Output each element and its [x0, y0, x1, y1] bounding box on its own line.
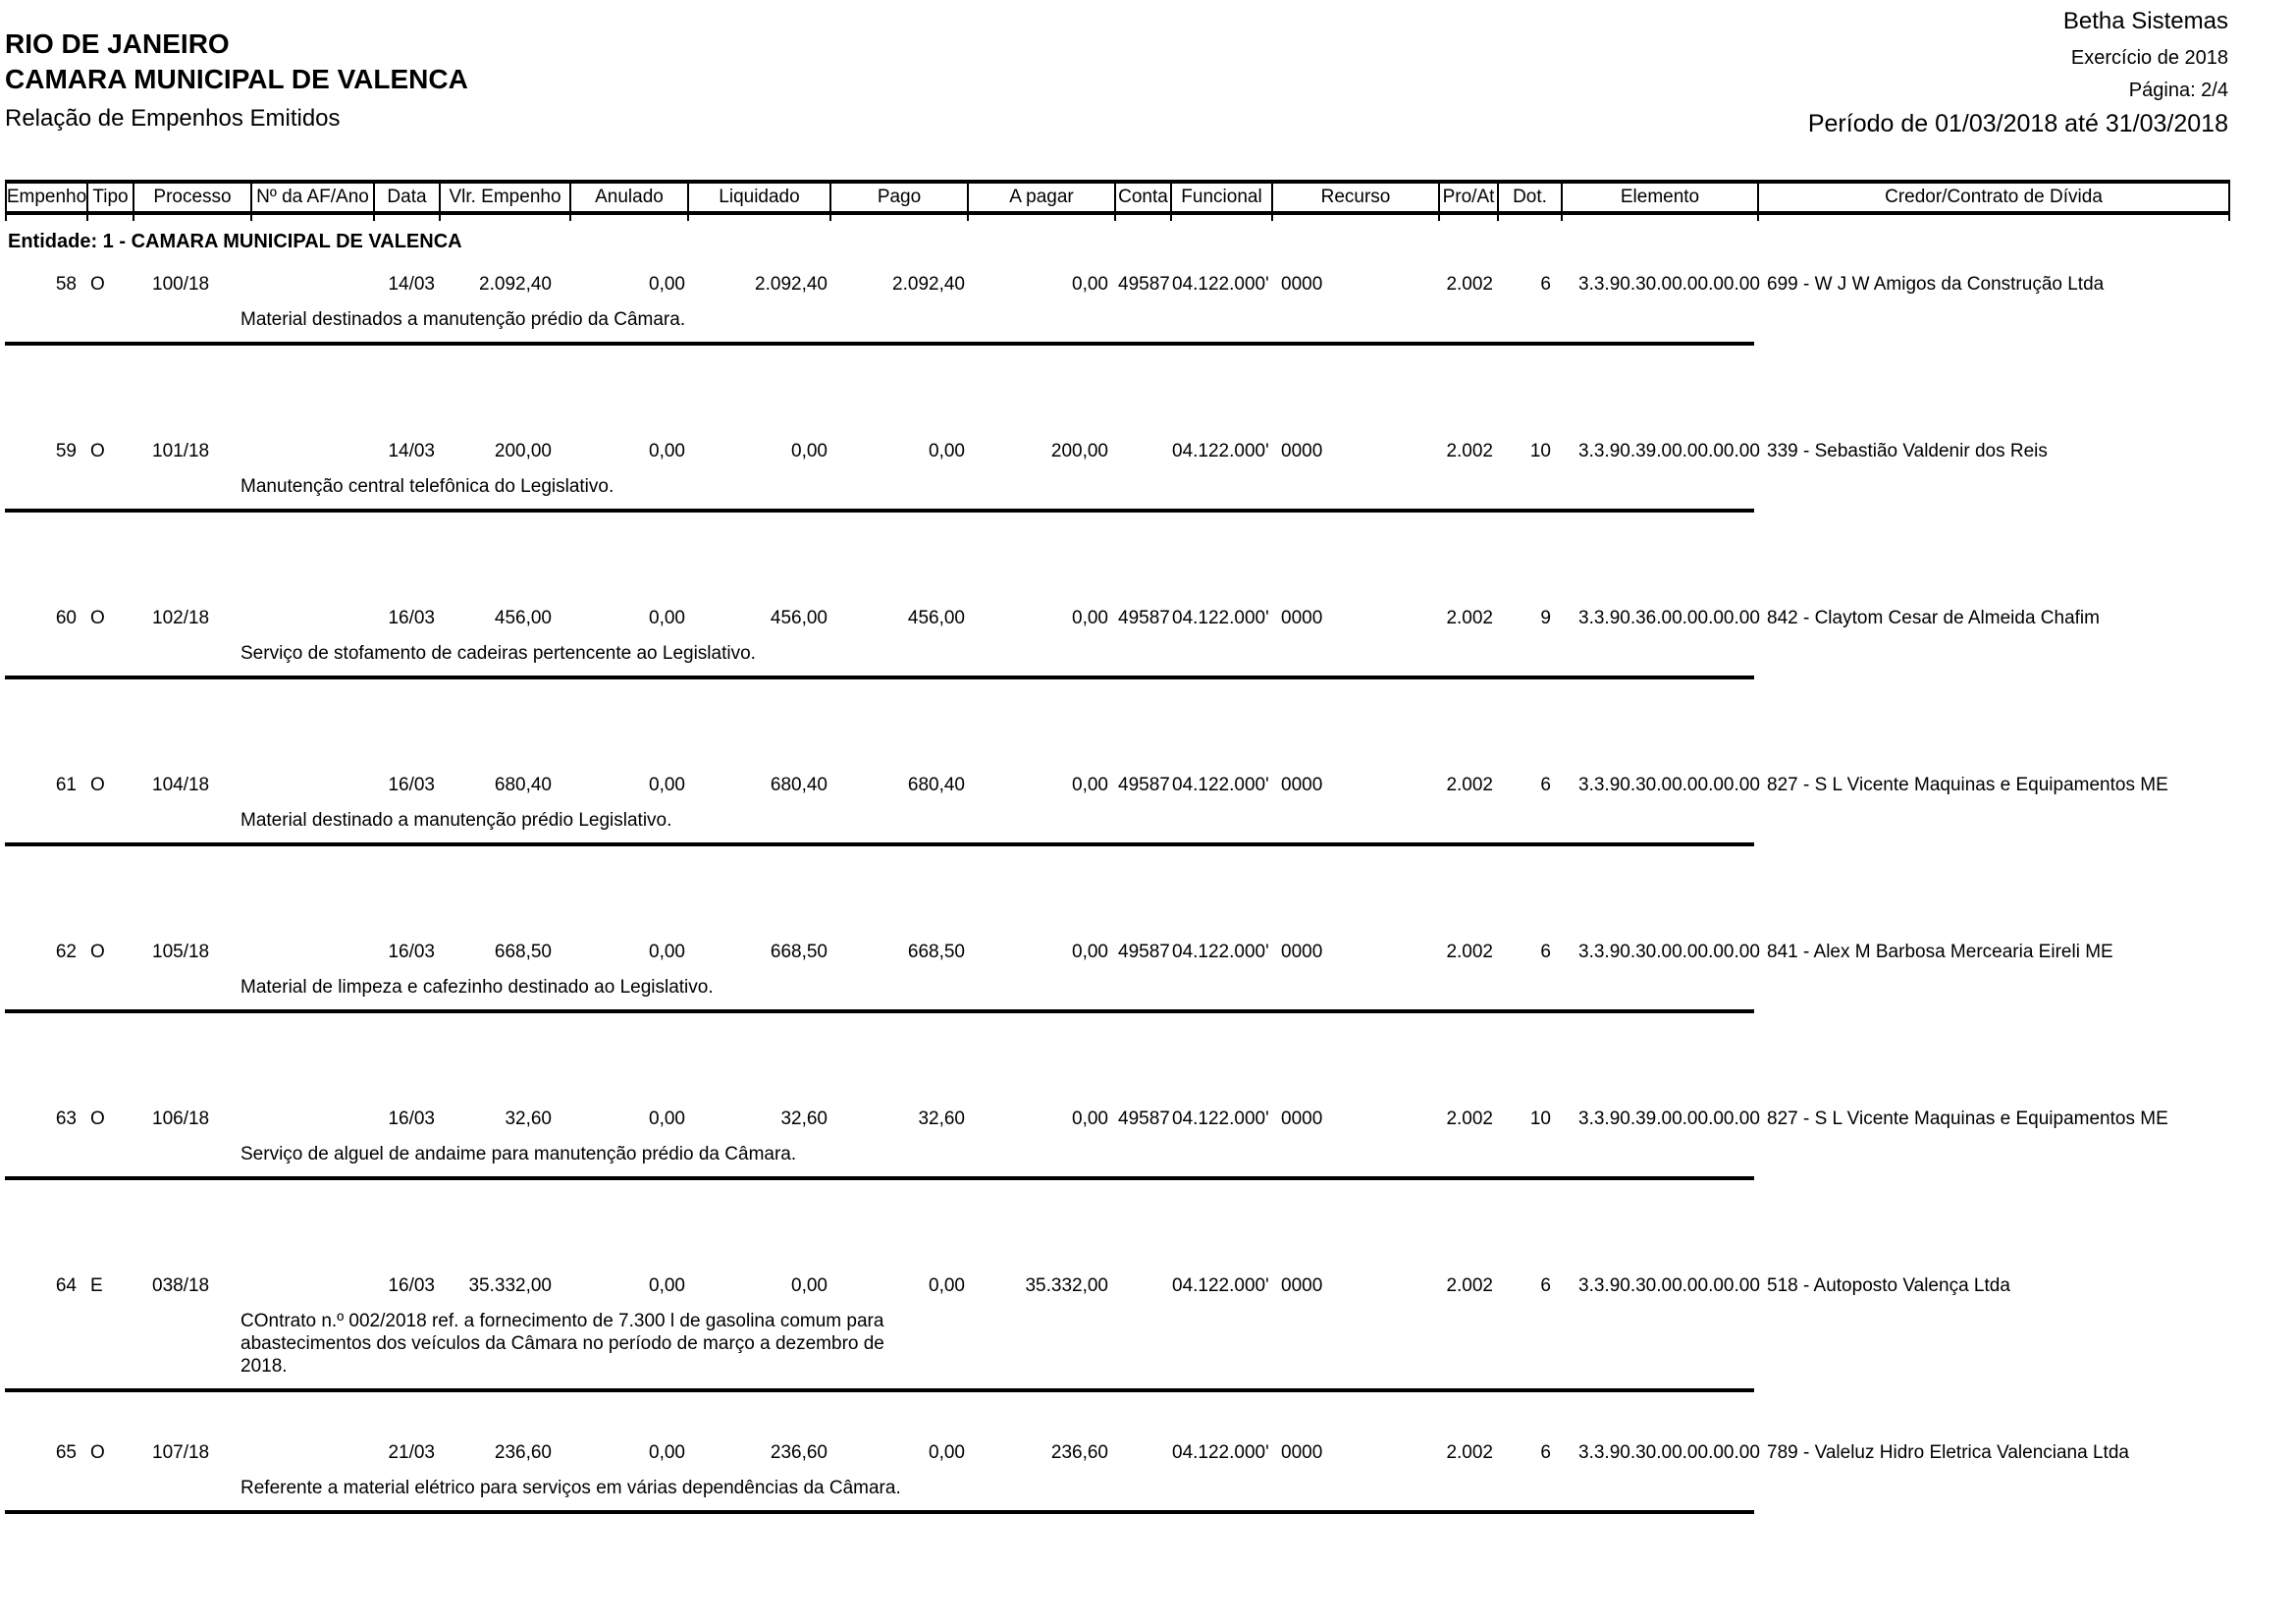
organization-name: CAMARA MUNICIPAL DE VALENCA [5, 64, 468, 94]
cell-anulado: 0,00 [649, 1275, 685, 1296]
col-header-vlr_empenho: Vlr. Empenho [441, 184, 571, 211]
cell-recurso: 0000 [1281, 441, 1323, 461]
cell-data: 16/03 [388, 1275, 435, 1296]
cell-empenho: 60 [55, 608, 77, 628]
col-header-af: Nº da AF/Ano [252, 184, 375, 211]
cell-data: 16/03 [388, 608, 435, 628]
cell-a_pagar: 0,00 [1072, 274, 1108, 295]
record-separator [5, 842, 1754, 846]
empenho-description: COntrato n.º 002/2018 ref. a fornecimento de 7.300 l de gasolina comum para abastecimentos dos veículos da Câmara no período de março a dezembro de 2018. [240, 1311, 884, 1377]
cell-elemento: 3.3.90.30.00.00.00.00 [1578, 274, 1760, 295]
cell-data: 14/03 [388, 441, 435, 461]
record-separator [5, 1009, 1754, 1013]
cell-data: 16/03 [388, 775, 435, 795]
empenho-description: Manutenção central telefônica do Legislativo. [240, 476, 614, 497]
cell-pro_at: 2.002 [1446, 274, 1493, 295]
cell-conta [1114, 1441, 1170, 1465]
cell-funcional: 04.122.000' [1172, 608, 1269, 628]
cell-processo: 104/18 [152, 775, 210, 795]
report-title: Relação de Empenhos Emitidos [5, 105, 341, 132]
cell-elemento: 3.3.90.30.00.00.00.00 [1578, 1275, 1760, 1296]
col-header-elemento: Elemento [1563, 184, 1759, 211]
cell-anulado: 0,00 [649, 441, 685, 461]
header-tick [1273, 215, 1440, 221]
cell-processo: 105/18 [152, 942, 210, 962]
empenho-description: Serviço de stofamento de cadeiras pertencente ao Legislativo. [240, 643, 756, 664]
cell-recurso: 0000 [1281, 608, 1323, 628]
col-header-data: Data [375, 184, 441, 211]
col-header-dot: Dot. [1499, 184, 1563, 211]
cell-dot: 6 [1540, 1442, 1551, 1463]
cell-empenho: 62 [55, 942, 77, 962]
cell-empenho: 65 [55, 1442, 77, 1463]
empenho-description: Serviço de alguel de andaime para manutenção prédio da Câmara. [240, 1144, 797, 1164]
cell-anulado: 0,00 [649, 775, 685, 795]
cell-dot: 6 [1540, 274, 1551, 295]
cell-pago: 668,50 [907, 942, 965, 962]
cell-vlr_empenho: 2.092,40 [479, 274, 552, 295]
cell-conta: 49587 [1118, 1109, 1170, 1129]
cell-credor: 827 - S L Vicente Maquinas e Equipamentos ME [1767, 1109, 2168, 1129]
cell-liquidado: 456,00 [770, 608, 828, 628]
header-tick [1563, 215, 1759, 221]
header-tick [375, 215, 441, 221]
cell-pro_at: 2.002 [1446, 942, 1493, 962]
exercise-label: Exercício de 2018 [2070, 47, 2228, 69]
empenho-description: Material destinados a manutenção prédio da Câmara. [240, 309, 686, 330]
cell-recurso: 0000 [1281, 1109, 1323, 1129]
cell-funcional: 04.122.000' [1172, 274, 1269, 295]
empenho-record-60 [5, 607, 2228, 774]
record-separator [5, 1176, 1754, 1180]
cell-af [250, 273, 373, 297]
header-tick [134, 215, 252, 221]
cell-conta: 49587 [1118, 608, 1170, 628]
cell-anulado: 0,00 [649, 608, 685, 628]
cell-funcional: 04.122.000' [1172, 1109, 1269, 1129]
cell-pro_at: 2.002 [1446, 608, 1493, 628]
record-values-row [5, 774, 2228, 797]
cell-pago: 0,00 [929, 1275, 965, 1296]
empenho-description: Referente a material elétrico para serviços em várias dependências da Câmara. [240, 1478, 901, 1498]
cell-anulado: 0,00 [649, 274, 685, 295]
col-header-processo: Processo [134, 184, 252, 211]
cell-vlr_empenho: 680,40 [494, 775, 552, 795]
cell-anulado: 0,00 [649, 942, 685, 962]
cell-elemento: 3.3.90.39.00.00.00.00 [1578, 441, 1760, 461]
cell-tipo: O [90, 1442, 105, 1463]
report-header-left [5, 27, 468, 133]
cell-a_pagar: 200,00 [1050, 441, 1108, 461]
col-header-anulado: Anulado [571, 184, 689, 211]
cell-tipo: O [90, 274, 105, 295]
cell-recurso: 0000 [1281, 1275, 1323, 1296]
header-tick [969, 215, 1116, 221]
col-header-funcional: Funcional [1172, 184, 1273, 211]
cell-credor: 339 - Sebastião Valdenir dos Reis [1767, 441, 2048, 461]
cell-funcional: 04.122.000' [1172, 1442, 1269, 1463]
cell-funcional: 04.122.000' [1172, 942, 1269, 962]
cell-pago: 680,40 [907, 775, 965, 795]
cell-pago: 32,60 [918, 1109, 965, 1129]
cell-liquidado: 0,00 [791, 441, 828, 461]
cell-a_pagar: 0,00 [1072, 942, 1108, 962]
table-header-row [5, 180, 2230, 215]
cell-vlr_empenho: 32,60 [505, 1109, 552, 1129]
cell-pro_at: 2.002 [1446, 1275, 1493, 1296]
cell-liquidado: 0,00 [791, 1275, 828, 1296]
empenho-record-63 [5, 1108, 2228, 1274]
col-header-a_pagar: A pagar [969, 184, 1116, 211]
cell-vlr_empenho: 456,00 [494, 608, 552, 628]
cell-dot: 6 [1540, 775, 1551, 795]
header-tick [441, 215, 571, 221]
cell-vlr_empenho: 668,50 [494, 942, 552, 962]
cell-pro_at: 2.002 [1446, 775, 1493, 795]
cell-processo: 106/18 [152, 1109, 210, 1129]
cell-recurso: 0000 [1281, 1442, 1323, 1463]
record-separator [5, 676, 1754, 679]
cell-liquidado: 236,60 [770, 1442, 828, 1463]
cell-credor: 827 - S L Vicente Maquinas e Equipamentos ME [1767, 775, 2168, 795]
cell-elemento: 3.3.90.39.00.00.00.00 [1578, 1109, 1760, 1129]
cell-empenho: 61 [55, 775, 77, 795]
cell-data: 21/03 [388, 1442, 435, 1463]
cell-tipo: O [90, 441, 105, 461]
cell-conta: 49587 [1118, 942, 1170, 962]
record-values-row [5, 1274, 2228, 1298]
cell-af [250, 607, 373, 630]
cell-pago: 0,00 [929, 1442, 965, 1463]
cell-a_pagar: 0,00 [1072, 608, 1108, 628]
col-header-recurso: Recurso [1273, 184, 1440, 211]
header-tick [1440, 215, 1499, 221]
record-separator [5, 342, 1754, 346]
col-header-liquidado: Liquidado [689, 184, 831, 211]
cell-conta: 49587 [1118, 775, 1170, 795]
cell-elemento: 3.3.90.36.00.00.00.00 [1578, 608, 1760, 628]
cell-conta [1114, 440, 1170, 463]
cell-data: 14/03 [388, 274, 435, 295]
cell-dot: 10 [1529, 441, 1551, 461]
cell-pro_at: 2.002 [1446, 441, 1493, 461]
cell-liquidado: 32,60 [780, 1109, 828, 1129]
cell-processo: 101/18 [152, 441, 210, 461]
cell-pago: 0,00 [929, 441, 965, 461]
record-separator [5, 1510, 1754, 1514]
entity-line: Entidade: 1 - CAMARA MUNICIPAL DE VALENCA [8, 231, 462, 252]
record-values-row [5, 607, 2228, 630]
empenho-description: Material de limpeza e cafezinho destinado ao Legislativo. [240, 977, 714, 998]
cell-recurso: 0000 [1281, 942, 1323, 962]
empenho-record-58 [5, 273, 2228, 440]
report-header-right [1808, 8, 2228, 138]
header-tick [1116, 215, 1172, 221]
cell-a_pagar: 35.332,00 [1025, 1275, 1108, 1296]
cell-vlr_empenho: 35.332,00 [468, 1275, 552, 1296]
cell-elemento: 3.3.90.30.00.00.00.00 [1578, 1442, 1760, 1463]
cell-af [250, 440, 373, 463]
cell-credor: 841 - Alex M Barbosa Mercearia Eireli ME [1767, 942, 2113, 962]
cell-elemento: 3.3.90.30.00.00.00.00 [1578, 775, 1760, 795]
header-tick [571, 215, 689, 221]
cell-processo: 102/18 [152, 608, 210, 628]
period-label: Período de 01/03/2018 até 31/03/2018 [1807, 110, 2228, 137]
header-tick [1172, 215, 1273, 221]
cell-credor: 789 - Valeluz Hidro Eletrica Valenciana Ltda [1767, 1442, 2129, 1463]
header-tick [1759, 215, 2230, 221]
cell-funcional: 04.122.000' [1172, 1275, 1269, 1296]
col-header-pro_at: Pro/At [1440, 184, 1499, 211]
cell-empenho: 64 [55, 1275, 77, 1296]
cell-tipo: O [90, 775, 105, 795]
cell-credor: 699 - W J W Amigos da Construção Ltda [1767, 274, 2105, 295]
record-values-row [5, 1441, 2228, 1465]
empenho-record-61 [5, 774, 2228, 941]
col-header-tipo: Tipo [88, 184, 134, 211]
cell-af [250, 941, 373, 964]
col-header-conta: Conta [1116, 184, 1172, 211]
cell-af [250, 1108, 373, 1131]
cell-tipo: O [90, 1109, 105, 1129]
cell-empenho: 63 [55, 1109, 77, 1129]
cell-dot: 6 [1540, 942, 1551, 962]
cell-recurso: 0000 [1281, 274, 1323, 295]
cell-processo: 107/18 [152, 1442, 210, 1463]
cell-tipo: O [90, 608, 105, 628]
cell-tipo: E [90, 1275, 103, 1296]
cell-funcional: 04.122.000' [1172, 441, 1269, 461]
cell-elemento: 3.3.90.30.00.00.00.00 [1578, 942, 1760, 962]
state-name: RIO DE JANEIRO [5, 28, 230, 59]
records-list [5, 273, 2228, 1608]
col-header-credor: Credor/Contrato de Dívida [1759, 184, 2230, 211]
header-tick [831, 215, 969, 221]
header-tick [1499, 215, 1563, 221]
cell-liquidado: 668,50 [770, 942, 828, 962]
cell-processo: 100/18 [152, 274, 210, 295]
record-values-row [5, 440, 2228, 463]
cell-pro_at: 2.002 [1446, 1109, 1493, 1129]
cell-pago: 2.092,40 [892, 274, 965, 295]
cell-af [250, 774, 373, 797]
cell-liquidado: 680,40 [770, 775, 828, 795]
cell-conta [1114, 1274, 1170, 1298]
cell-empenho: 59 [55, 441, 77, 461]
cell-dot: 10 [1529, 1109, 1551, 1129]
record-separator [5, 1388, 1754, 1392]
col-header-pago: Pago [831, 184, 969, 211]
header-tick [689, 215, 831, 221]
cell-af [250, 1441, 373, 1465]
cell-anulado: 0,00 [649, 1109, 685, 1129]
table-header-ticks [5, 215, 2230, 221]
cell-processo: 038/18 [152, 1275, 210, 1296]
cell-vlr_empenho: 236,60 [494, 1442, 552, 1463]
cell-data: 16/03 [388, 942, 435, 962]
cell-data: 16/03 [388, 1109, 435, 1129]
record-values-row [5, 273, 2228, 297]
cell-af [250, 1274, 373, 1298]
cell-liquidado: 2.092,40 [755, 274, 828, 295]
cell-dot: 6 [1540, 1275, 1551, 1296]
record-separator [5, 509, 1754, 513]
empenho-record-64 [5, 1274, 2228, 1441]
cell-credor: 518 - Autoposto Valença Ltda [1767, 1275, 2010, 1296]
cell-a_pagar: 0,00 [1072, 775, 1108, 795]
empenho-record-65 [5, 1441, 2228, 1608]
cell-a_pagar: 236,60 [1050, 1442, 1108, 1463]
cell-credor: 842 - Claytom Cesar de Almeida Chafim [1767, 608, 2100, 628]
empenho-record-62 [5, 941, 2228, 1108]
cell-funcional: 04.122.000' [1172, 775, 1269, 795]
cell-a_pagar: 0,00 [1072, 1109, 1108, 1129]
col-header-empenho: Empenho [7, 184, 88, 211]
cell-tipo: O [90, 942, 105, 962]
cell-pago: 456,00 [907, 608, 965, 628]
header-tick [88, 215, 134, 221]
empenho-record-59 [5, 440, 2228, 607]
cell-pro_at: 2.002 [1446, 1442, 1493, 1463]
record-values-row [5, 941, 2228, 964]
cell-dot: 9 [1540, 608, 1551, 628]
cell-anulado: 0,00 [649, 1442, 685, 1463]
software-vendor: Betha Sistemas [2062, 8, 2228, 34]
record-values-row [5, 1108, 2228, 1131]
cell-recurso: 0000 [1281, 775, 1323, 795]
cell-vlr_empenho: 200,00 [494, 441, 552, 461]
cell-conta: 49587 [1118, 274, 1170, 295]
empenho-description: Material destinado a manutenção prédio Legislativo. [240, 810, 672, 831]
header-tick [252, 215, 375, 221]
cell-empenho: 58 [55, 274, 77, 295]
page-number: Página: 2/4 [2128, 80, 2228, 101]
header-tick [7, 215, 88, 221]
